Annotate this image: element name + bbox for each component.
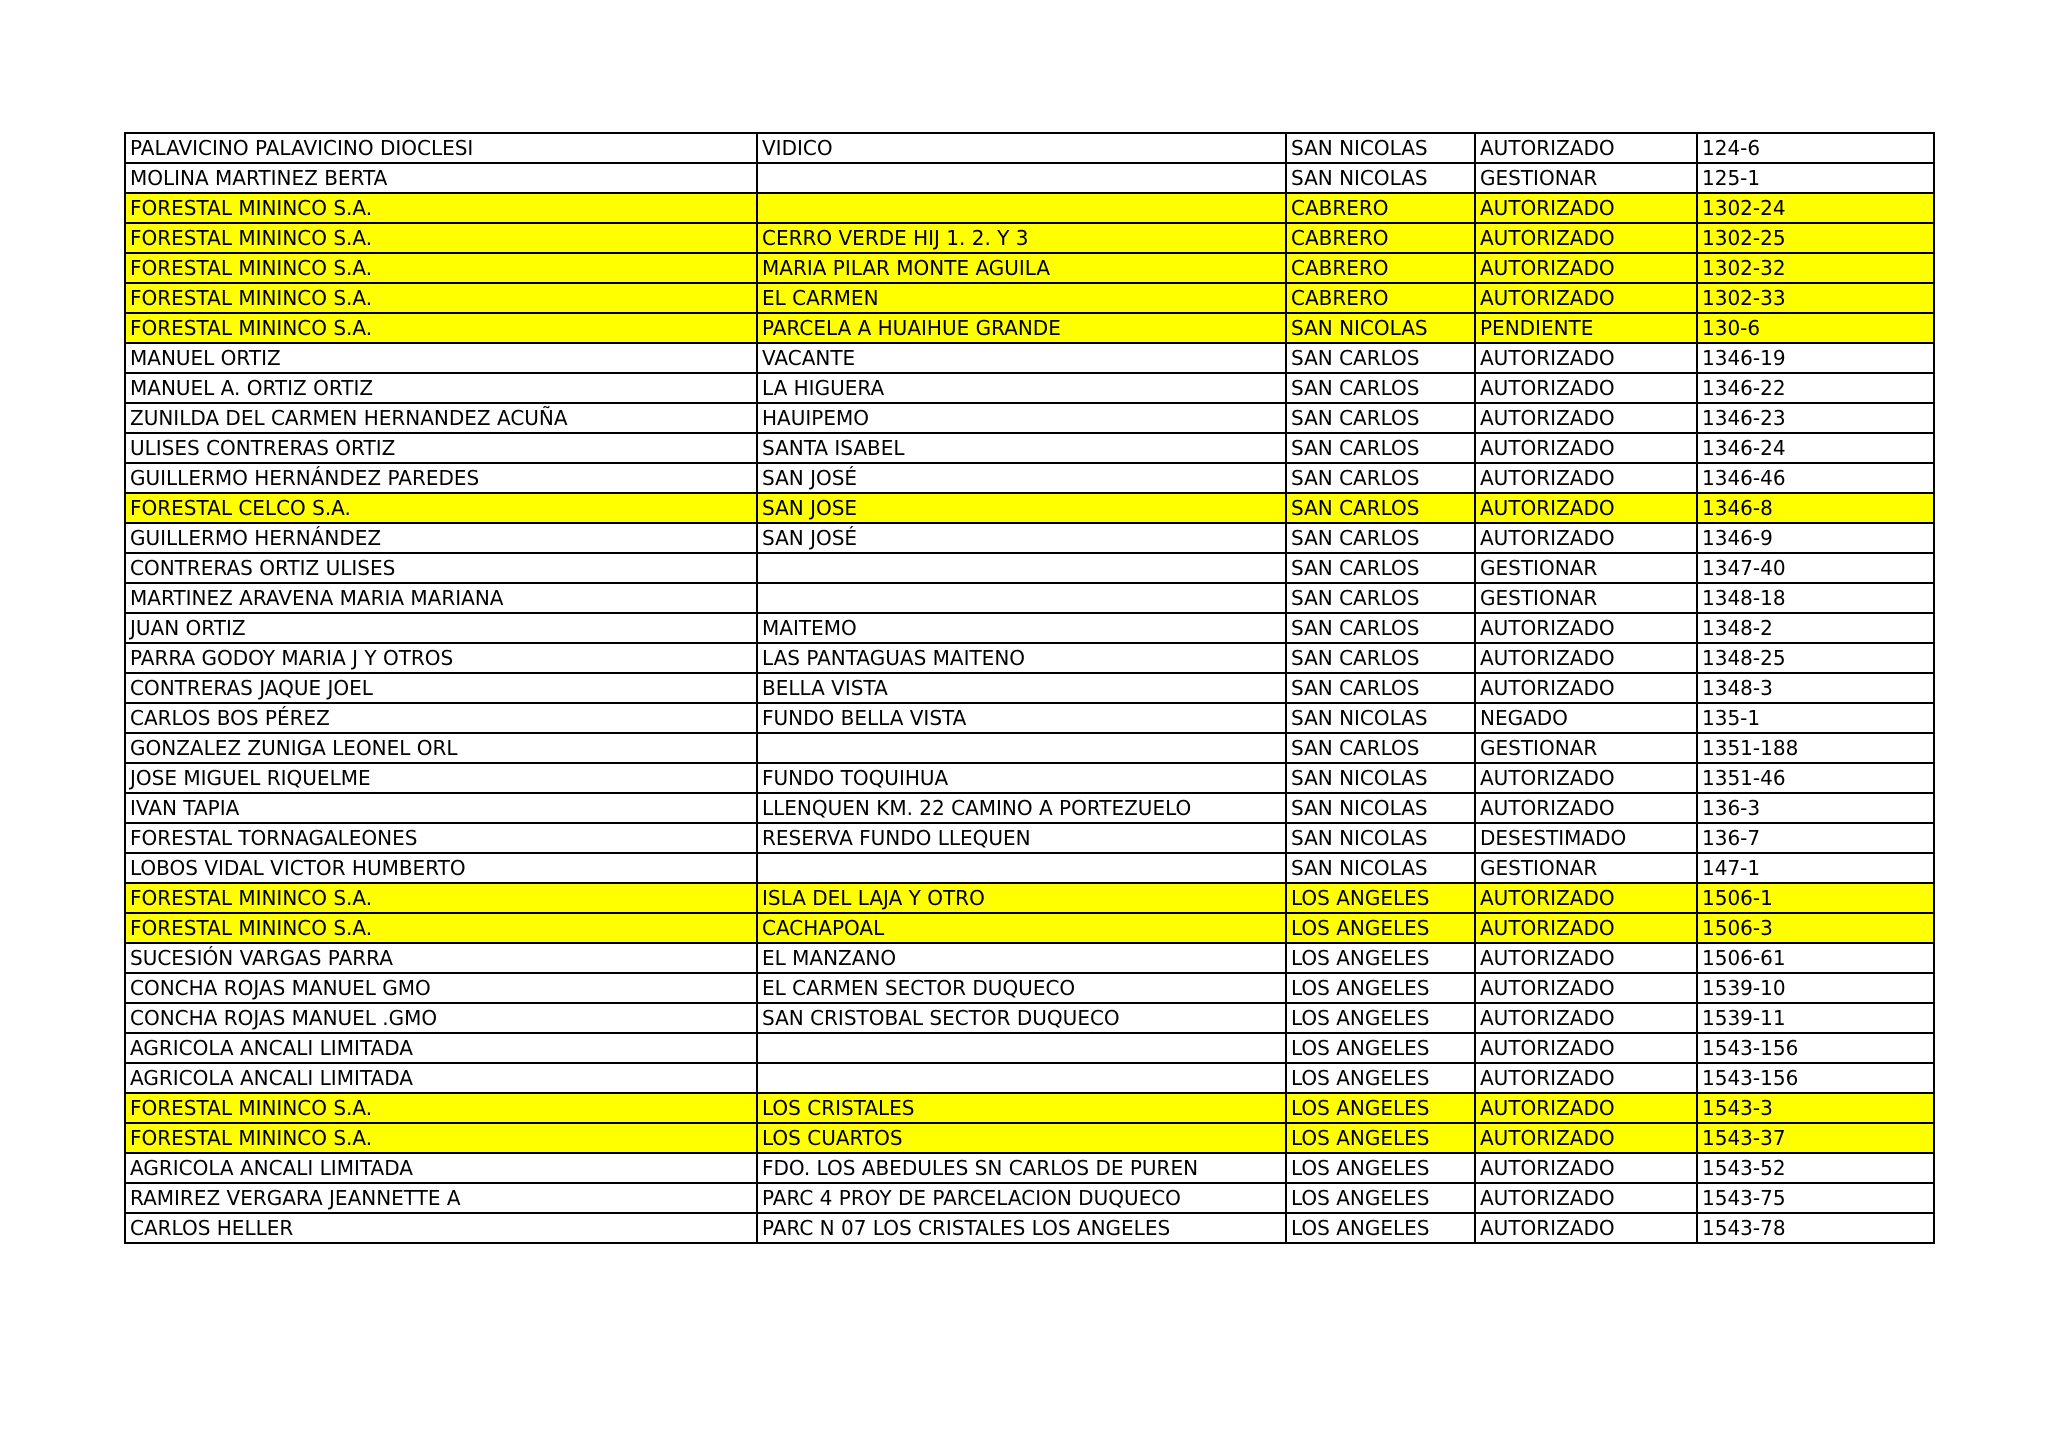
status-cell: AUTORIZADO [1475,883,1697,913]
owner-cell: MANUEL A. ORTIZ ORTIZ [125,373,757,403]
table-row [125,553,1934,583]
owner-cell: RAMIREZ VERGARA JEANNETTE A [125,1183,757,1213]
table-row [125,343,1934,373]
table-row [125,1213,1934,1243]
commune-cell: CABRERO [1286,193,1475,223]
owner-cell: CONTRERAS JAQUE JOEL [125,673,757,703]
table-row-highlighted [125,313,1934,343]
status-cell: AUTORIZADO [1475,673,1697,703]
code-cell: 1543-156 [1697,1063,1934,1093]
owner-cell: JUAN ORTIZ [125,613,757,643]
code-cell: 1346-23 [1697,403,1934,433]
code-cell: 1302-25 [1697,223,1934,253]
owner-cell: FORESTAL MININCO S.A. [125,283,757,313]
code-cell: 1347-40 [1697,553,1934,583]
commune-cell: SAN NICOLAS [1286,313,1475,343]
owner-cell: FORESTAL MININCO S.A. [125,1093,757,1123]
commune-cell: SAN CARLOS [1286,613,1475,643]
table-row [125,1153,1934,1183]
table-row [125,1033,1934,1063]
owner-cell: CONCHA ROJAS MANUEL .GMO [125,1003,757,1033]
owner-cell: PALAVICINO PALAVICINO DIOCLESI [125,133,757,163]
status-cell: NEGADO [1475,703,1697,733]
commune-cell: LOS ANGELES [1286,1153,1475,1183]
property-cell [757,583,1286,613]
table-row-highlighted [125,1093,1934,1123]
status-cell: AUTORIZADO [1475,253,1697,283]
property-cell [757,163,1286,193]
status-cell: AUTORIZADO [1475,1093,1697,1123]
property-cell: ISLA DEL LAJA Y OTRO [757,883,1286,913]
commune-cell: SAN CARLOS [1286,463,1475,493]
code-cell: 1506-3 [1697,913,1934,943]
status-cell: AUTORIZADO [1475,1123,1697,1153]
table-row-highlighted [125,253,1934,283]
property-cell [757,553,1286,583]
table-row [125,643,1934,673]
property-cell: RESERVA FUNDO LLEQUEN [757,823,1286,853]
code-cell: 1302-33 [1697,283,1934,313]
property-cell: SAN JOSE [757,493,1286,523]
code-cell: 136-3 [1697,793,1934,823]
status-cell: AUTORIZADO [1475,763,1697,793]
code-cell: 1351-46 [1697,763,1934,793]
code-cell: 1346-24 [1697,433,1934,463]
owner-cell: CONCHA ROJAS MANUEL GMO [125,973,757,1003]
property-cell: LLENQUEN KM. 22 CAMINO A PORTEZUELO [757,793,1286,823]
owner-cell: FORESTAL CELCO S.A. [125,493,757,523]
property-cell: SAN JOSÉ [757,523,1286,553]
code-cell: 130-6 [1697,313,1934,343]
property-cell: SAN CRISTOBAL SECTOR DUQUECO [757,1003,1286,1033]
status-cell: AUTORIZADO [1475,793,1697,823]
property-cell: PARC 4 PROY DE PARCELACION DUQUECO [757,1183,1286,1213]
code-cell: 1346-19 [1697,343,1934,373]
table-row-highlighted [125,283,1934,313]
commune-cell: CABRERO [1286,283,1475,313]
owner-cell: AGRICOLA ANCALI LIMITADA [125,1153,757,1183]
owner-cell: AGRICOLA ANCALI LIMITADA [125,1063,757,1093]
property-cell: FUNDO BELLA VISTA [757,703,1286,733]
owner-cell: FORESTAL MININCO S.A. [125,883,757,913]
property-cell: EL MANZANO [757,943,1286,973]
owner-cell: FORESTAL MININCO S.A. [125,313,757,343]
commune-cell: SAN NICOLAS [1286,793,1475,823]
property-cell: HAUIPEMO [757,403,1286,433]
code-cell: 1346-46 [1697,463,1934,493]
status-cell: AUTORIZADO [1475,973,1697,1003]
table-row [125,823,1934,853]
commune-cell: SAN CARLOS [1286,373,1475,403]
code-cell: 1346-22 [1697,373,1934,403]
property-cell [757,853,1286,883]
table-row [125,673,1934,703]
code-cell: 147-1 [1697,853,1934,883]
owner-cell: AGRICOLA ANCALI LIMITADA [125,1033,757,1063]
property-cell [757,1063,1286,1093]
owner-cell: CARLOS BOS PÉREZ [125,703,757,733]
property-cell: SAN JOSÉ [757,463,1286,493]
code-cell: 1346-8 [1697,493,1934,523]
table-row [125,133,1934,163]
commune-cell: SAN CARLOS [1286,673,1475,703]
owner-cell: CONTRERAS ORTIZ ULISES [125,553,757,583]
commune-cell: SAN NICOLAS [1286,133,1475,163]
property-cell [757,733,1286,763]
status-cell: AUTORIZADO [1475,913,1697,943]
commune-cell: LOS ANGELES [1286,883,1475,913]
status-cell: AUTORIZADO [1475,1213,1697,1243]
commune-cell: SAN CARLOS [1286,583,1475,613]
commune-cell: SAN CARLOS [1286,643,1475,673]
owner-cell: MOLINA MARTINEZ BERTA [125,163,757,193]
commune-cell: LOS ANGELES [1286,913,1475,943]
code-cell: 1348-25 [1697,643,1934,673]
commune-cell: LOS ANGELES [1286,1063,1475,1093]
status-cell: AUTORIZADO [1475,643,1697,673]
owner-cell: GUILLERMO HERNÁNDEZ [125,523,757,553]
status-cell: AUTORIZADO [1475,1153,1697,1183]
owner-cell: FORESTAL MININCO S.A. [125,223,757,253]
table-row-highlighted [125,223,1934,253]
property-cell: MARIA PILAR MONTE AGUILA [757,253,1286,283]
code-cell: 1543-52 [1697,1153,1934,1183]
owner-cell: MARTINEZ ARAVENA MARIA MARIANA [125,583,757,613]
status-cell: GESTIONAR [1475,163,1697,193]
commune-cell: SAN CARLOS [1286,733,1475,763]
commune-cell: SAN CARLOS [1286,553,1475,583]
status-cell: AUTORIZADO [1475,493,1697,523]
property-cell: MAITEMO [757,613,1286,643]
code-cell: 1543-37 [1697,1123,1934,1153]
status-cell: AUTORIZADO [1475,133,1697,163]
status-cell: AUTORIZADO [1475,613,1697,643]
code-cell: 1539-11 [1697,1003,1934,1033]
commune-cell: LOS ANGELES [1286,1003,1475,1033]
owner-cell: MANUEL ORTIZ [125,343,757,373]
property-cell: CACHAPOAL [757,913,1286,943]
code-cell: 1543-3 [1697,1093,1934,1123]
owner-cell: ULISES CONTRERAS ORTIZ [125,433,757,463]
commune-cell: SAN CARLOS [1286,403,1475,433]
commune-cell: LOS ANGELES [1286,1033,1475,1063]
code-cell: 1506-1 [1697,883,1934,913]
commune-cell: SAN NICOLAS [1286,823,1475,853]
code-cell: 1506-61 [1697,943,1934,973]
status-cell: AUTORIZADO [1475,403,1697,433]
table-row [125,163,1934,193]
code-cell: 1302-32 [1697,253,1934,283]
commune-cell: SAN CARLOS [1286,523,1475,553]
status-cell: AUTORIZADO [1475,1033,1697,1063]
table-row [125,763,1934,793]
status-cell: AUTORIZADO [1475,463,1697,493]
status-cell: AUTORIZADO [1475,1183,1697,1213]
property-cell: LOS CRISTALES [757,1093,1286,1123]
table-row [125,613,1934,643]
code-cell: 135-1 [1697,703,1934,733]
status-cell: AUTORIZADO [1475,1003,1697,1033]
code-cell: 124-6 [1697,133,1934,163]
table-row-highlighted [125,883,1934,913]
status-cell: PENDIENTE [1475,313,1697,343]
status-cell: AUTORIZADO [1475,193,1697,223]
commune-cell: LOS ANGELES [1286,973,1475,1003]
property-cell: PARCELA A HUAIHUE GRANDE [757,313,1286,343]
status-cell: AUTORIZADO [1475,283,1697,313]
table-row [125,973,1934,1003]
owner-cell: IVAN TAPIA [125,793,757,823]
status-cell: AUTORIZADO [1475,343,1697,373]
owner-cell: ZUNILDA DEL CARMEN HERNANDEZ ACUÑA [125,403,757,433]
status-cell: AUTORIZADO [1475,433,1697,463]
status-cell: AUTORIZADO [1475,223,1697,253]
property-cell: VACANTE [757,343,1286,373]
property-cell: VIDICO [757,133,1286,163]
commune-cell: CABRERO [1286,253,1475,283]
status-cell: GESTIONAR [1475,733,1697,763]
status-cell: DESESTIMADO [1475,823,1697,853]
owner-cell: GONZALEZ ZUNIGA LEONEL ORL [125,733,757,763]
code-cell: 136-7 [1697,823,1934,853]
status-cell: GESTIONAR [1475,553,1697,583]
status-cell: GESTIONAR [1475,583,1697,613]
commune-cell: SAN CARLOS [1286,493,1475,523]
owner-cell: FORESTAL MININCO S.A. [125,913,757,943]
property-cell: LAS PANTAGUAS MAITENO [757,643,1286,673]
code-cell: 1302-24 [1697,193,1934,223]
code-cell: 1348-2 [1697,613,1934,643]
property-cell: FDO. LOS ABEDULES SN CARLOS DE PUREN [757,1153,1286,1183]
status-cell: GESTIONAR [1475,853,1697,883]
property-cell: CERRO VERDE HIJ 1. 2. Y 3 [757,223,1286,253]
commune-cell: LOS ANGELES [1286,1093,1475,1123]
owner-cell: FORESTAL MININCO S.A. [125,193,757,223]
code-cell: 1543-75 [1697,1183,1934,1213]
commune-cell: CABRERO [1286,223,1475,253]
owner-cell: FORESTAL MININCO S.A. [125,253,757,283]
status-cell: AUTORIZADO [1475,943,1697,973]
property-cell: EL CARMEN [757,283,1286,313]
code-cell: 1543-156 [1697,1033,1934,1063]
property-cell: PARC N 07 LOS CRISTALES LOS ANGELES [757,1213,1286,1243]
owner-cell: PARRA GODOY MARIA J Y OTROS [125,643,757,673]
table-row [125,523,1934,553]
code-cell: 1351-188 [1697,733,1934,763]
table-row [125,463,1934,493]
table-row [125,433,1934,463]
table-row [125,373,1934,403]
table-row [125,403,1934,433]
property-cell: EL CARMEN SECTOR DUQUECO [757,973,1286,1003]
owner-cell: SUCESIÓN VARGAS PARRA [125,943,757,973]
status-cell: AUTORIZADO [1475,523,1697,553]
commune-cell: LOS ANGELES [1286,1213,1475,1243]
owner-cell: FORESTAL TORNAGALEONES [125,823,757,853]
table-row-highlighted [125,913,1934,943]
property-cell: BELLA VISTA [757,673,1286,703]
commune-cell: SAN CARLOS [1286,343,1475,373]
table-row [125,1183,1934,1213]
table-row [125,793,1934,823]
commune-cell: LOS ANGELES [1286,1183,1475,1213]
table-row [125,1003,1934,1033]
code-cell: 1346-9 [1697,523,1934,553]
property-cell: SANTA ISABEL [757,433,1286,463]
table-row [125,1063,1934,1093]
table-row-highlighted [125,193,1934,223]
code-cell: 1539-10 [1697,973,1934,1003]
commune-cell: SAN NICOLAS [1286,163,1475,193]
owner-cell: FORESTAL MININCO S.A. [125,1123,757,1153]
code-cell: 125-1 [1697,163,1934,193]
property-cell [757,1033,1286,1063]
commune-cell: SAN NICOLAS [1286,853,1475,883]
owner-cell: JOSE MIGUEL RIQUELME [125,763,757,793]
table-row [125,943,1934,973]
property-cell: LA HIGUERA [757,373,1286,403]
data-table [124,132,1935,1244]
commune-cell: SAN NICOLAS [1286,763,1475,793]
status-cell: AUTORIZADO [1475,1063,1697,1093]
commune-cell: LOS ANGELES [1286,943,1475,973]
property-cell: FUNDO TOQUIHUA [757,763,1286,793]
table-row [125,703,1934,733]
owner-cell: GUILLERMO HERNÁNDEZ PAREDES [125,463,757,493]
commune-cell: LOS ANGELES [1286,1123,1475,1153]
code-cell: 1543-78 [1697,1213,1934,1243]
table-row-highlighted [125,1123,1934,1153]
status-cell: AUTORIZADO [1475,373,1697,403]
table-row-highlighted [125,493,1934,523]
owner-cell: CARLOS HELLER [125,1213,757,1243]
property-cell [757,193,1286,223]
table-row [125,733,1934,763]
code-cell: 1348-18 [1697,583,1934,613]
commune-cell: SAN CARLOS [1286,433,1475,463]
table-body [125,133,1934,1243]
commune-cell: SAN NICOLAS [1286,703,1475,733]
code-cell: 1348-3 [1697,673,1934,703]
property-cell: LOS CUARTOS [757,1123,1286,1153]
owner-cell: LOBOS VIDAL VICTOR HUMBERTO [125,853,757,883]
table-row [125,853,1934,883]
table-row [125,583,1934,613]
